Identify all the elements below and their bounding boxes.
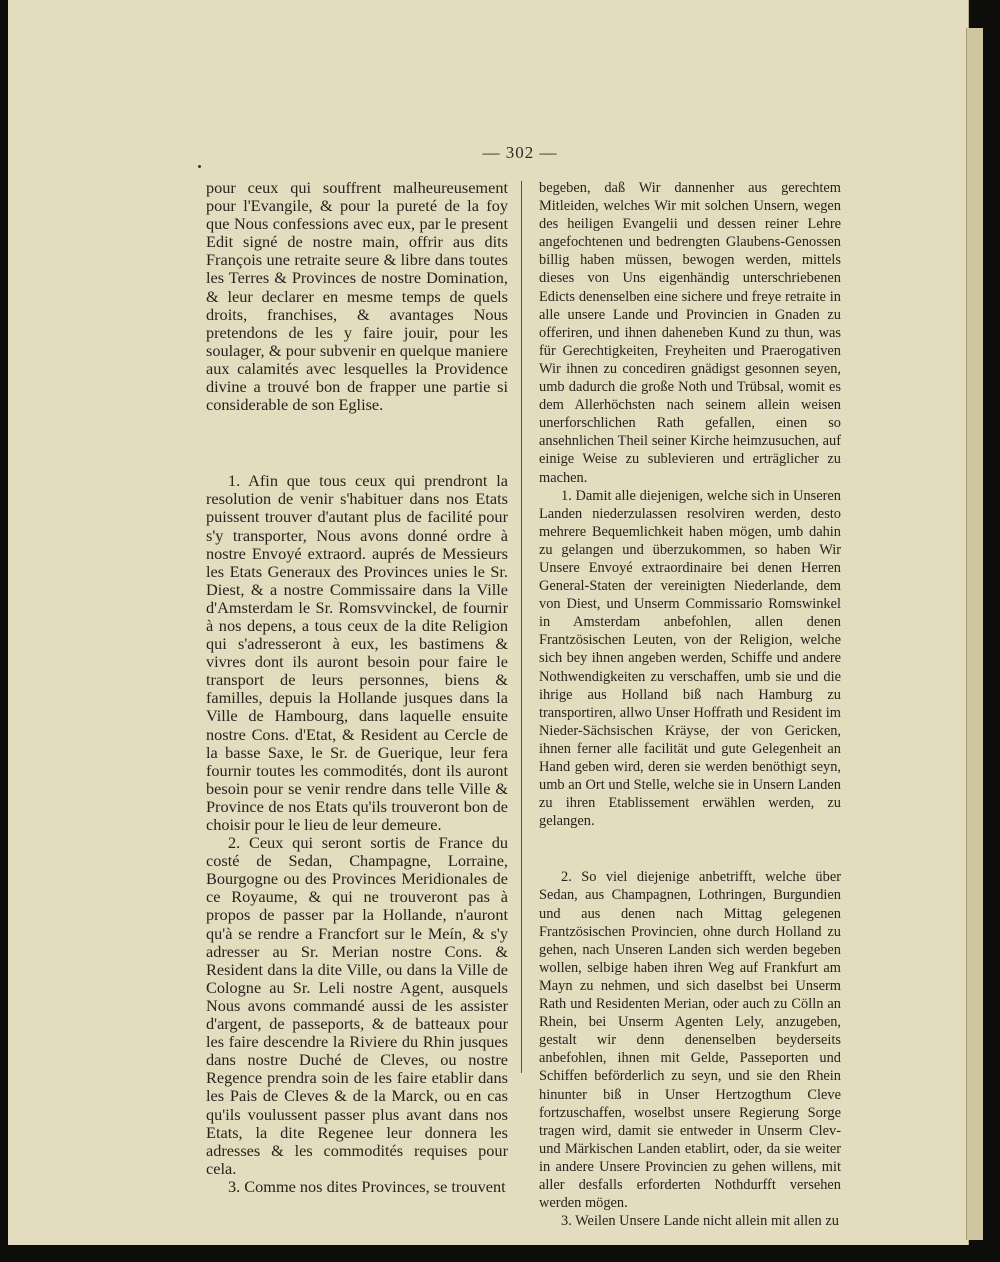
page-number: — 302 — xyxy=(482,143,558,162)
german-paragraph-2: 2. So viel diejenige anbetrifft, welche über Sedan, aus Champagnen, Lothringen, Burgundien und aus denen nach Mittag gelegenen Frantzösischen Provincien, ohne durch Holland zu gehen, nach Unseren Landen sich werden begeben wollen, selbige haben ihren Weg auf Frankfurt am Mayn zu nehmen, und sich daselbst bei Unserm Rath und Residenten Merian, oder auch zu Cölln an Rhein, bei Unserm Agenten Lely, anzugeben, gestalt wir denn denenselben beyderseits anbefohlen, ihnen mit Gelde, Passeporten und Schiffen beförderlich zu seyn, und sie den Rhein hinunter biß in Unser Hertzogthum Cleve fortzuschaffen, woselbst unsere Regierung Sorge tragen wird, damit sie entweder in Unserm Clev- und Märkischen Landen etablirt, oder, da sie weiter in andere Unsere Provincien zu gehen willens, mit aller desfalls erforderten Nothdurfft versehen werden mögen. xyxy=(539,869,841,1212)
french-paragraph-3: 3. Comme nos dites Provinces, se trouvent xyxy=(228,1176,506,1196)
french-paragraph-intro: pour ceux qui souffrent malheureusement pour l'Evangile, & pour la pureté de la foy que Nous confessions avec eux, par le present Edit signé de nostre main, offrir aus dits François une retraite seure & libre dans toutes les Terres & Provinces de nostre Domination, & leur declarer en mesme temps de quels droits, franchises, & avantages Nous pretendons de les y faire jouir, pour les soulager, & pour subvenir en quelque maniere aux calamités avec lesquelles la Providence divine a trouvé bon de frapper une partie si considerable de son Eglise. xyxy=(206,178,508,415)
next-page-edge xyxy=(966,28,983,1240)
column-divider xyxy=(521,181,522,1073)
french-column xyxy=(206,179,508,1196)
french-paragraph-1: 1. Afin que tous ceux qui prendront la resolution de venir s'habituer dans nos Etats puissent trouver d'autant plus de facilité pour s'y transporter, Nous avons donné ordre à nostre Envoyé extraord. auprés de Messieurs les Etats Generaux des Provinces unies le Sr. Diest, & a nostre Commissaire dans la Ville d'Amsterdam le Sr. Romsvvinckel, de fournir à nos depens, a tous ceux de la dite Religion qui s'adresseront à eux, les bastimens & vivres dont ils auront besoin pour faire le transport de leurs personnes, biens & familles, depuis la Hollande jusques dans la Ville de Hambourg, dans laquelle ensuite nostre Cons. d'Etat, & Resident au Cercle de la basse Saxe, le Sr. de Guerique, leur fera fournir toutes les commodités, dont ils auront besoin pour se venir rendre dans telle Ville & Province de nos Etats qu'ils trouveront bon de choisir pour le lieu de leur demeure. xyxy=(206,471,508,834)
german-paragraph-intro: begeben, daß Wir dannenher aus gerechtem Mitleiden, welches Wir mit solchen Unsern, wegen des heiligen Evangelii und dessen reiner Lehre angefochtenen und bedrengten Glaubens-Genossen billig haben müssen, bewogen werden, mittels dieses von Uns eigenhändig unterschriebenen Edicts denenselben eine sichere und freye retraite in alle unsere Lande und Provincien in Gnaden zu offeriren, und ihnen daheneben Kund zu thun, was für Gerechtigkeiten, Freyheiten und Praerogativen Wir ihnen zu concediren gnädigst gesonnen seyen, umb dadurch die große Noth und Trübsal, womit es dem Allerhöchsten nach seinem allein weisen unerforschlichen Rath gefallen, einen so ansehnlichen Theil seiner Kirche heimzusuchen, auf einige Weise zu sublevieren und erträglicher zu machen. xyxy=(539,180,841,486)
german-paragraph-3: 3. Weilen Unsere Lande nicht allein mit allen zu xyxy=(561,1213,839,1230)
german-column xyxy=(539,179,841,1230)
french-paragraph-2: 2. Ceux qui seront sortis de France du costé de Sedan, Champagne, Lorraine, Bourgogne ou des Provinces Meridionales de ce Royaume, & qui ne trouveront pas à propos de passer par la Hollande, n'auront qu'à se rendre a Francfort sur le Meín, & s'y adresser au Sr. Merian nostre Cons. & Resident dans la dite Ville, ou dans la Ville de Cologne au Sr. Leli nostre Agent, ausquels Nous avons commandé aussi de les assister d'argent, de passeports, & de batteaux pour les faire descendre la Riviere du Rhin jusques dans nostre Duché de Cleves, ou nostre Regence prendra soin de les faire etablir dans les Pais de Cleves & de la Marck, ou en cas qu'ils voulussent passer plus avant dans nos Etats, la dite Regenee leur donnera les adresses & les commodités requises pour cela. xyxy=(206,833,508,1178)
ink-spot xyxy=(198,165,201,168)
german-paragraph-1: 1. Damit alle diejenigen, welche sich in Unseren Landen niederzulassen resolviren werden, desto mehrere Bequemlichkeit haben mögen, umb dahin zu gelangen und überzukommen, so haben Wir Unsere Envoyé extraordinaire bei denen Herren General-Staten der vereinigten Niederlande, dem von Diest, und Unserm Commissario Romswinkel in Amsterdam anbefohlen, allen denen Frantzösischen Leuten, von der Religion, welche sich bey ihnen angeben werden, Schiffe und andere Nothwendigkeiten zu verschaffen, umb sie und die ihrige aus Holland biß nach Hamburg zu transportiren, allwo Unser Hoffrath und Resident im Nieder-Sächsischen Kräyse, der von Gericken, ihnen ferner alle facilität und gute Gelegenheit an Hand geben wird, deren sie werden benöthigt seyn, umb an Ort und Stelle, welche sie in Unsern Landen zu ihren Etablissement erwählen werden, zu gelangen. xyxy=(539,487,841,830)
